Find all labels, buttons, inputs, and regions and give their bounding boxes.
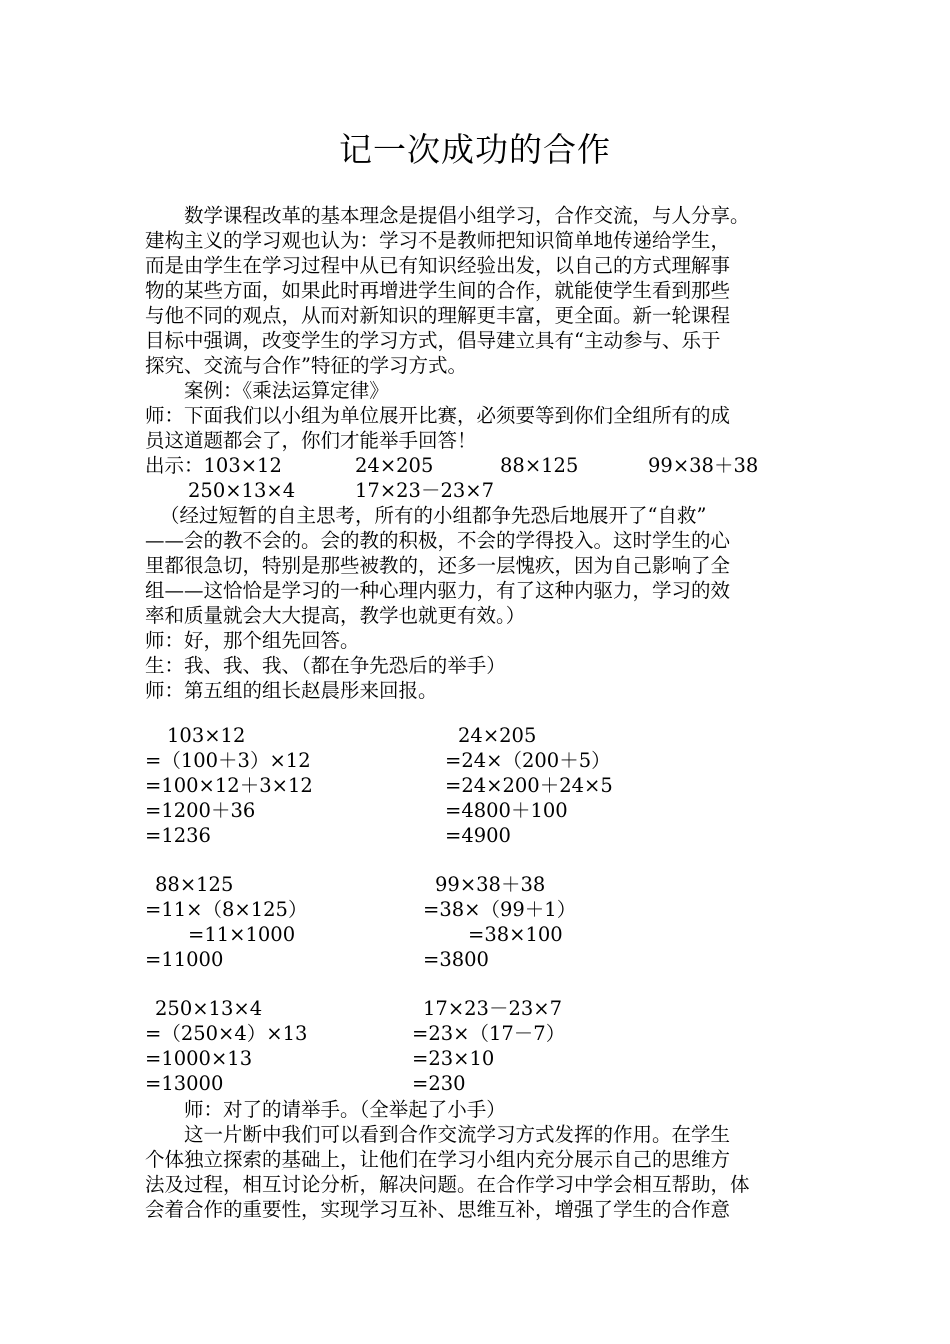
problem-item: 250×13×4: [188, 479, 296, 502]
teacher-line: 师：好，那个组先回答。: [145, 629, 360, 652]
solution-step: =24×（200＋5）: [445, 749, 611, 772]
intro-line: 目标中强调，改变学生的学习方式，倡导建立具有“主动参与、乐于: [145, 329, 721, 352]
solution-step: =38×（99＋1）: [423, 898, 577, 921]
case-heading: 案例：《乘法运算定律》: [145, 379, 389, 402]
show-label: 出示：103×12: [145, 454, 282, 477]
solution-step: =4900: [445, 824, 511, 847]
teacher-line: 师：对了的请举手。（全举起了小手）: [145, 1098, 506, 1121]
solution-step: =1000×13: [145, 1047, 253, 1070]
problem-item: 88×125: [500, 454, 579, 477]
intro-line: 探究、交流与合作”特征的学习方式。: [145, 354, 467, 377]
intro-line: 建构主义的学习观也认为：学习不是教师把知识简单地传递给学生，: [145, 229, 731, 252]
solution-step: =（250×4）×13: [145, 1022, 308, 1045]
solution-step: =23×（17－7）: [412, 1022, 566, 1045]
solution-step: =23×10: [412, 1047, 495, 1070]
intro-line: 而是由学生在学习过程中从已有知识经验出发，以自己的方式理解事: [145, 254, 731, 277]
teacher-line: 师：第五组的组长赵晨彤来回报。: [145, 679, 438, 702]
solution-step: =11×1000: [188, 923, 296, 946]
solution-step: =11×（8×125）: [145, 898, 308, 921]
intro-line: 物的某些方面，如果此时再增进学生间的合作，就能使学生看到那些: [145, 279, 731, 302]
closing-line: 这一片断中我们可以看到合作交流学习方式发挥的作用。在学生: [145, 1123, 731, 1146]
solution-step: =38×100: [468, 923, 563, 946]
teacher-line: 员这道题都会了，你们才能举手回答！: [145, 429, 477, 452]
closing-line: 法及过程，相互讨论分析，解决问题。在合作学习中学会相互帮助，体: [145, 1173, 750, 1196]
solution-step: 250×13×4: [155, 997, 263, 1020]
page-title: 记一次成功的合作: [339, 130, 611, 169]
narrative-line: 率和质量就会大大提高，教学也就更有效。）: [145, 604, 526, 627]
solution-step: 88×125: [155, 873, 234, 896]
problem-item: 99×38＋38: [648, 454, 759, 477]
solution-step: =3800: [423, 948, 489, 971]
problem-item: 17×23－23×7: [355, 479, 495, 502]
narrative-line: （经过短暂的自主思考，所有的小组都争先恐后地展开了“自救”: [160, 504, 707, 527]
solution-step: =13000: [145, 1072, 224, 1095]
solution-step: =24×200＋24×5: [445, 774, 613, 797]
solution-step: =11000: [145, 948, 224, 971]
problem-item: 24×205: [355, 454, 434, 477]
solution-step: =1200＋36: [145, 799, 256, 822]
solution-step: 24×205: [458, 724, 537, 747]
closing-line: 会着合作的重要性，实现学习互补、思维互补，增强了学生的合作意: [145, 1198, 731, 1221]
solution-step: 99×38＋38: [435, 873, 546, 896]
solution-step: 17×23－23×7: [423, 997, 563, 1020]
narrative-line: ——会的教不会的。会的教的积极，不会的学得投入。这时学生的心: [145, 529, 731, 552]
solution-step: =230: [412, 1072, 466, 1095]
solution-step: =1236: [145, 824, 211, 847]
closing-line: 个体独立探索的基础上，让他们在学习小组内充分展示自己的思维方: [145, 1148, 731, 1171]
solution-step: 103×12: [167, 724, 246, 747]
solution-step: =100×12＋3×12: [145, 774, 313, 797]
intro-line: 数学课程改革的基本理念是提倡小组学习，合作交流，与人分享。: [145, 204, 750, 227]
narrative-line: 组——这恰恰是学习的一种心理内驱力，有了这种内驱力，学习的效: [145, 579, 731, 602]
student-line: 生：我、我、我、（都在争先恐后的举手）: [145, 654, 506, 677]
narrative-line: 里都很急切，特别是那些被教的，还多一层愧疚，因为自己影响了全: [145, 554, 731, 577]
solution-step: =4800＋100: [445, 799, 568, 822]
solution-step: =（100＋3）×12: [145, 749, 311, 772]
teacher-line: 师：下面我们以小组为单位展开比赛，必须要等到你们全组所有的成: [145, 404, 731, 427]
intro-line: 与他不同的观点，从而对新知识的理解更丰富，更全面。新一轮课程: [145, 304, 731, 327]
